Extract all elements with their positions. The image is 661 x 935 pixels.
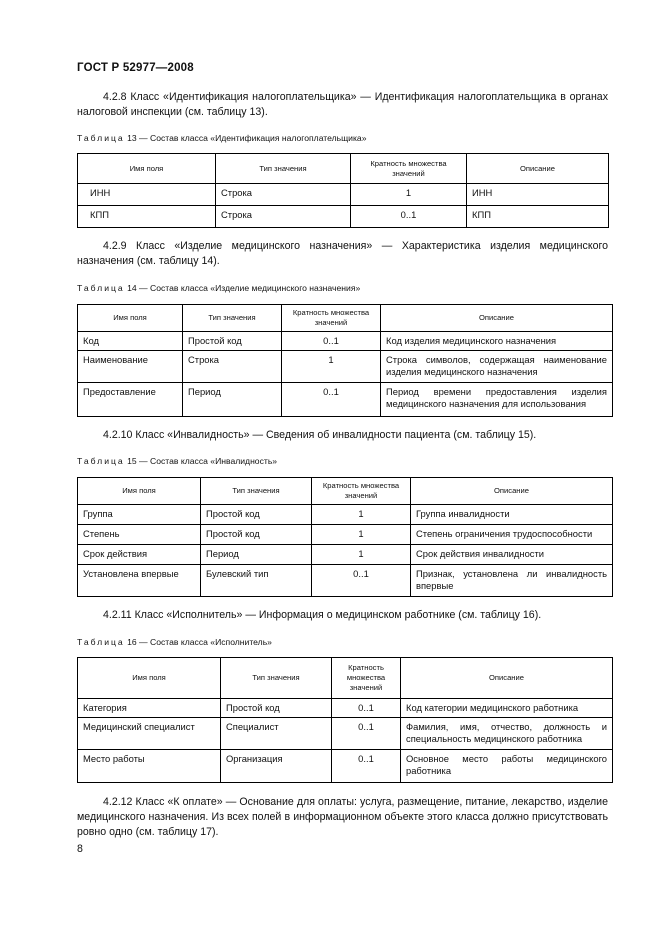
table-cell: 0..1 — [332, 750, 401, 783]
table-cell: 1 — [312, 545, 411, 565]
table-cell: 1 — [282, 351, 381, 383]
table-13-caption — [77, 133, 367, 143]
paragraph-4-2-10: 4.2.10 Класс «Инвалидность» — Сведения об инвалидности пациента (см. таблицу 15). — [103, 429, 537, 441]
table-word: Таблица — [77, 456, 125, 466]
table-14-col-type: Тип значения — [183, 305, 282, 332]
table-cell: Код — [78, 332, 183, 351]
table-cell: Код категории медицинского работника — [401, 699, 613, 718]
table-cell: Срок действия — [78, 545, 201, 565]
table-cell: 1 — [312, 505, 411, 525]
table-15-caption — [77, 456, 277, 466]
table-cell: Степень ограничения трудоспособности — [411, 525, 613, 545]
table-15 — [77, 477, 613, 597]
table-cell: Строка — [216, 184, 351, 206]
table-cell: Простой код — [183, 332, 282, 351]
table-cell: ИНН — [467, 184, 609, 206]
table-cell: Булевский тип — [201, 565, 312, 597]
table-16-caption — [77, 637, 272, 647]
table-cell: ИНН — [78, 184, 216, 206]
table-cell: Код изделия медицинского назначения — [381, 332, 613, 351]
table-row — [78, 545, 613, 565]
table-cell: Группа инвалидности — [411, 505, 613, 525]
table-row — [78, 206, 609, 228]
table-14-col-description: Описание — [381, 305, 613, 332]
table-cell: Признак, установлена ли инвалидность впервые — [411, 565, 613, 597]
table-14 — [77, 304, 613, 417]
table-14-col-name: Имя поля — [78, 305, 183, 332]
table-cell: Основное место работы медицинского работника — [401, 750, 613, 783]
table-cell: Фамилия, имя, отчество, должность и специальность медицинского работника — [401, 718, 613, 750]
table-13-col-type: Тип значения — [216, 154, 351, 184]
table-cell: Строка символов, содержащая наименование изделия медицинского назначения — [381, 351, 613, 383]
table-cell: Установлена впервые — [78, 565, 201, 597]
table-cell: Организация — [221, 750, 332, 783]
table-cell: Строка — [216, 206, 351, 228]
table-cell: 0..1 — [351, 206, 467, 228]
document-header: ГОСТ Р 52977—2008 — [77, 62, 194, 74]
table-cell: Срок действия инвалидности — [411, 545, 613, 565]
table-14-caption-text: 14 — Состав класса «Изделие медицинского назначения» — [127, 283, 361, 293]
table-15-col-multiplicity: Кратность множества значений — [312, 478, 411, 505]
table-14-caption — [77, 283, 360, 293]
table-13-header-row — [78, 154, 609, 184]
table-cell: 0..1 — [332, 718, 401, 750]
table-cell: Простой код — [221, 699, 332, 718]
table-cell: 0..1 — [282, 332, 381, 351]
table-13 — [77, 153, 609, 228]
paragraph-4-2-8: 4.2.8 Класс «Идентификация налогоплательщика» — Идентификация налогоплательщика в органах налоговой инспекции (см. таблицу 13). — [77, 91, 608, 118]
table-16-col-multiplicity: Кратность множества значений — [332, 658, 401, 699]
table-row — [78, 505, 613, 525]
table-13-col-name: Имя поля — [78, 154, 216, 184]
table-cell: КПП — [467, 206, 609, 228]
table-cell: Простой код — [201, 505, 312, 525]
table-cell: Период — [183, 383, 282, 417]
table-row — [78, 525, 613, 545]
table-13-col-multiplicity: Кратность множества значений — [351, 154, 467, 184]
table-row — [78, 565, 613, 597]
table-cell: Категория — [78, 699, 221, 718]
table-row — [78, 699, 613, 718]
table-16-header-row — [78, 658, 613, 699]
table-cell: 0..1 — [332, 699, 401, 718]
table-cell: Степень — [78, 525, 201, 545]
table-cell: Период времени предоставления изделия медицинского назначения для использования — [381, 383, 613, 417]
table-15-col-description: Описание — [411, 478, 613, 505]
table-cell: КПП — [78, 206, 216, 228]
page-number: 8 — [77, 843, 83, 855]
table-16 — [77, 657, 613, 783]
table-16-caption-text: 16 — Состав класса «Исполнитель» — [127, 637, 272, 647]
table-13-col-description: Описание — [467, 154, 609, 184]
table-15-col-type: Тип значения — [201, 478, 312, 505]
table-cell: Строка — [183, 351, 282, 383]
table-row — [78, 718, 613, 750]
table-14-col-multiplicity: Кратность множества значений — [282, 305, 381, 332]
table-row — [78, 383, 613, 417]
table-row — [78, 184, 609, 206]
paragraph-4-2-12: 4.2.12 Класс «К оплате» — Основание для оплаты: услуга, размещение, питание, лекарство, изделие медицинского назначения. Из всех полей в информационном объекте этого класса должно присутствовать ровно одно (см. таблицу 17). — [77, 796, 608, 838]
table-13-caption-text: 13 — Состав класса «Идентификация налогоплательщика» — [127, 133, 367, 143]
table-row — [78, 750, 613, 783]
table-16-col-type: Тип значения — [221, 658, 332, 699]
table-word: Таблица — [77, 637, 125, 647]
table-row — [78, 332, 613, 351]
table-cell: Группа — [78, 505, 201, 525]
paragraph-4-2-11: 4.2.11 Класс «Исполнитель» — Информация о медицинском работнике (см. таблицу 16). — [103, 609, 542, 621]
table-cell: 0..1 — [312, 565, 411, 597]
table-cell: Специалист — [221, 718, 332, 750]
table-cell: Место работы — [78, 750, 221, 783]
table-15-caption-text: 15 — Состав класса «Инвалидность» — [127, 456, 278, 466]
table-row — [78, 351, 613, 383]
table-word: Таблица — [77, 283, 125, 293]
table-cell: 1 — [351, 184, 467, 206]
table-15-header-row — [78, 478, 613, 505]
table-cell: Простой код — [201, 525, 312, 545]
table-15-col-name: Имя поля — [78, 478, 201, 505]
table-16-col-name: Имя поля — [78, 658, 221, 699]
table-16-col-description: Описание — [401, 658, 613, 699]
table-word: Таблица — [77, 133, 125, 143]
table-14-header-row — [78, 305, 613, 332]
table-cell: Медицинский специалист — [78, 718, 221, 750]
table-cell: Период — [201, 545, 312, 565]
table-cell: 1 — [312, 525, 411, 545]
table-cell: 0..1 — [282, 383, 381, 417]
paragraph-4-2-9: 4.2.9 Класс «Изделие медицинского назначения» — Характеристика изделия медицинского назначения (см. таблицу 14). — [77, 240, 608, 267]
table-cell: Предоставление — [78, 383, 183, 417]
table-cell: Наименование — [78, 351, 183, 383]
